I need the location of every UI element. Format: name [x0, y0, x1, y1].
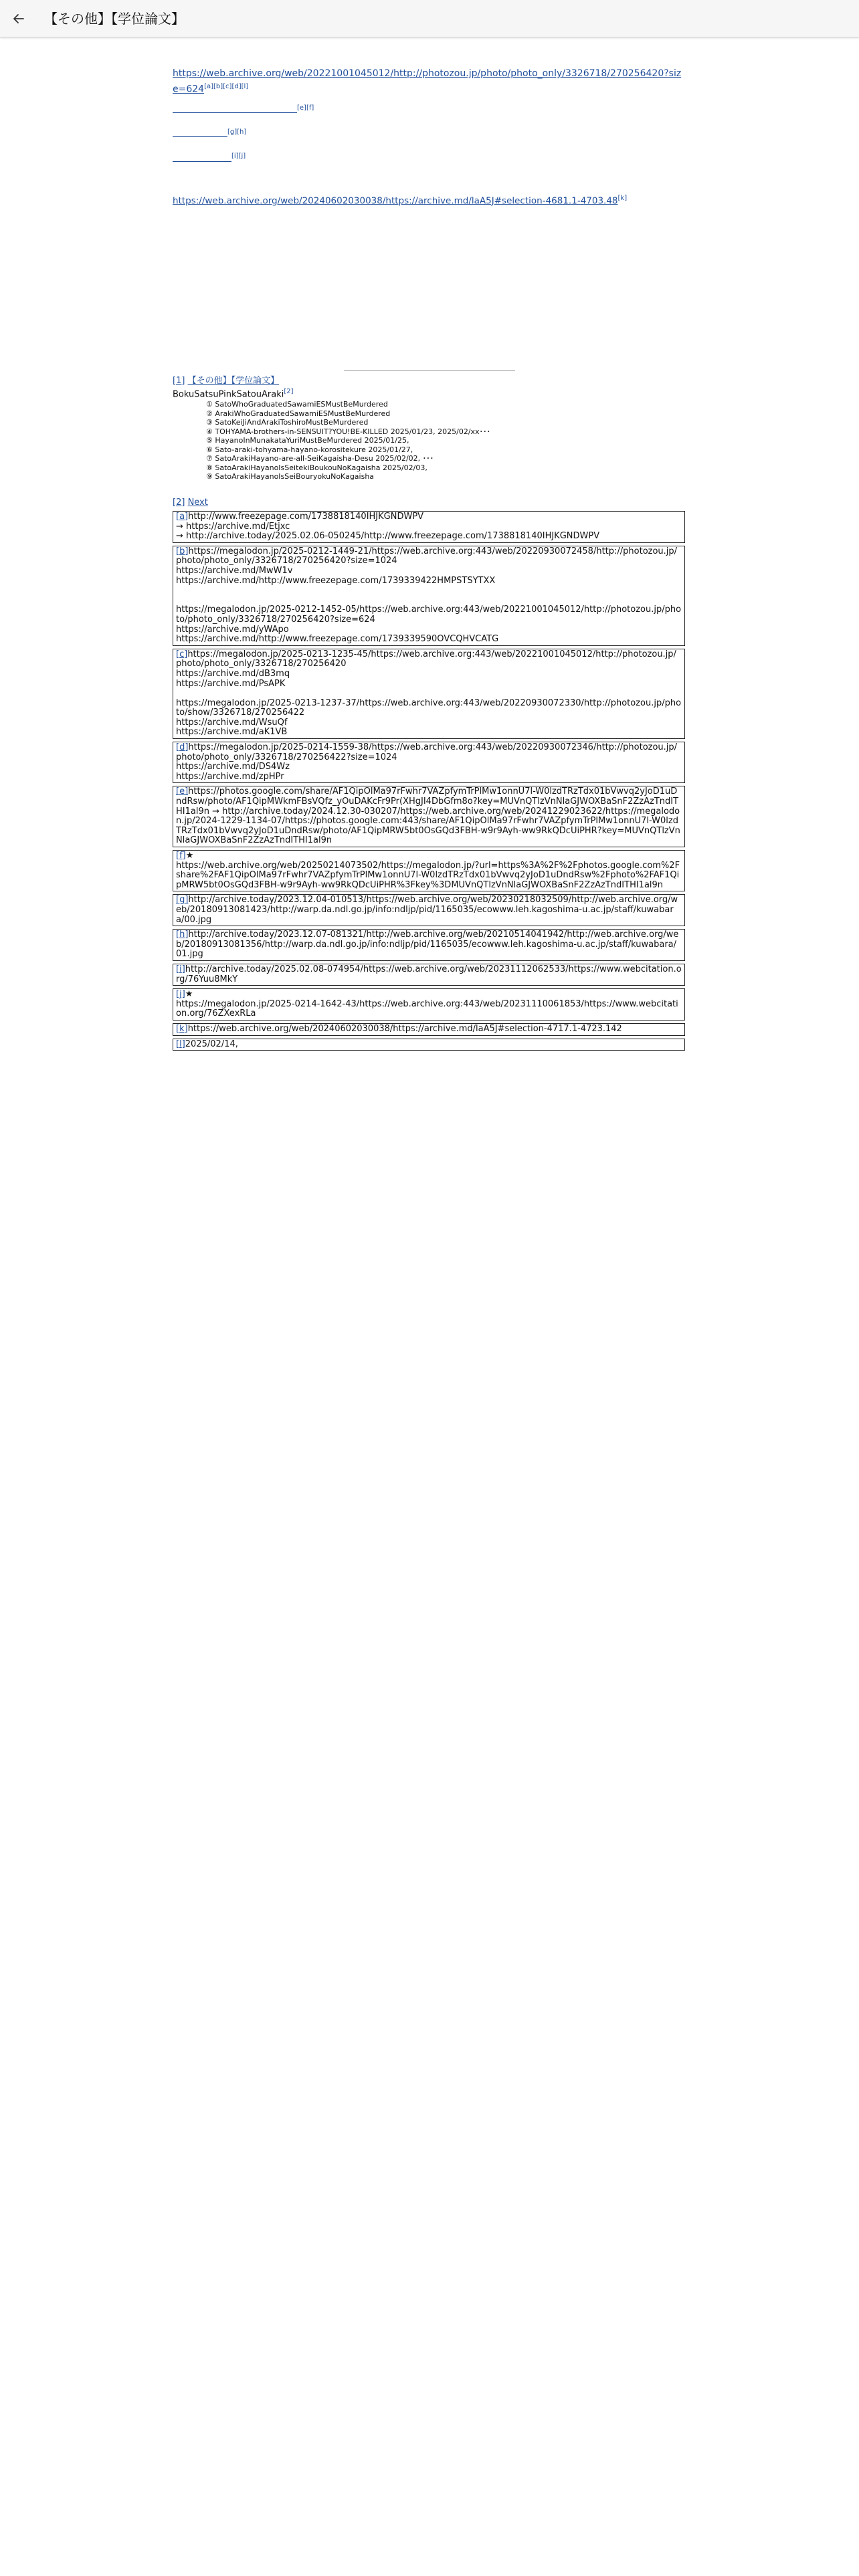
footnotes	[173, 511, 685, 1053]
footnote-label[interactable]: [ d ]	[176, 742, 188, 752]
footnote-box	[173, 1039, 685, 1051]
list-item: ② ArakiWhoGraduatedSawamiESMustBeMurdered	[206, 409, 391, 418]
footnote-label[interactable]: [ g ]	[176, 895, 188, 905]
list-item: ⑦ SatoArakiHayano-are-all-SeiKagaisha-Desu 2025/02/02, ･･･	[206, 454, 434, 463]
top-app-bar	[0, 0, 859, 37]
list-item: ④ TOHYAMA-brothers-in-SENSUIT?YOU!BE-KILLED 2025/01/23, 2025/02/xx･･･	[206, 427, 491, 436]
section-divider	[344, 370, 515, 371]
list-item: ① SatoWhoGraduatedSawamiESMustBeMurdered	[206, 400, 388, 409]
list-item: ⑥ Sato-araki-tohyama-hayano-korositekure 2025/01/27,	[206, 445, 413, 454]
footnote-text[interactable]: http://archive.today/2025.02.08-074954/https://web.archive.org/web/20231112062533/https://www.webcitation.org/76Yuu8MkY	[176, 964, 682, 984]
footnote-label[interactable]: [ i ]	[176, 964, 185, 974]
footnote-label[interactable]: [ e ]	[176, 786, 188, 796]
ref-links-ij[interactable]: [i][j]	[231, 152, 246, 160]
footnote-text[interactable]: 2025/02/14,	[185, 1039, 238, 1049]
footnote-label[interactable]: [ a ]	[176, 512, 188, 522]
footnote-text[interactable]: http://archive.today/2023.12.04-010513/https://web.archive.org/web/20230218032509/http://web.archive.org/web/20180913081423/http://warp.da.ndl.go.jp/info:ndljp/pid/1165035/ecowww.leh.kagoshima-u.ac.jp/staff/kuwabara/00.jpg	[176, 895, 678, 925]
footnote-box	[173, 894, 685, 926]
name-text: BokuSatsuPinkSatouAraki	[173, 389, 284, 400]
footnote-label[interactable]: [ c ]	[176, 649, 187, 659]
next-ref-link[interactable]: [2]	[173, 498, 185, 508]
archive-link-photozou[interactable]: https://web.archive.org/web/20221001045012/http://photozou.jp/photo/photo_only/3326718/270256420?size=624	[173, 68, 682, 95]
footnote-box	[173, 964, 685, 986]
footnote-box	[173, 1023, 685, 1036]
section-names	[173, 376, 685, 481]
footnote-text[interactable]: https://megalodon.jp/2025-0212-1449-21/https://web.archive.org:443/web/20220930072458/http://photozou.jp/photo/photo_only/3326718/270256420?size=1024 https://archive.md/MwW1v https://archive.md/http://www.freezepage.com/1739339422HMPSTSYTXX https://megalodon.jp/2025-0212-1452-05/https://web.archive.org:443/web/20221001045012/http://photozou.jp/photo/photo_only/3326718/270256420?size=624 https://archive.md/yWApo https://archive.md/http://www.freezepage.com/1739339590OVCQHVCATG	[176, 546, 682, 645]
next-nav	[173, 498, 208, 508]
footnote-box	[173, 649, 685, 739]
blank-link-line[interactable]	[173, 152, 231, 162]
list-item: ⑧ SatoArakiHayanoIsSeitekiBoukouNoKagaisha 2025/02/03,	[206, 463, 427, 472]
footnote-label[interactable]: [ b ]	[176, 546, 188, 556]
footnote-text[interactable]: https://megalodon.jp/2025-0213-1235-45/https://web.archive.org:443/web/20221001045012/http://photozou.jp/photo/photo_only/3326718/270256420 https://archive.md/dB3mq https://archive.md/PsAPK https://megalodon.jp/2025-0213-1237-37/https://web.archive.org:443/web/20220930072330/http://photozou.jp/photo/show/3326718/270256422 https://archive.md/WsuQf https://archive.md/aK1VB	[176, 649, 682, 738]
footnote-label[interactable]: [ k ]	[176, 1024, 188, 1034]
blank-link-line[interactable]	[173, 128, 227, 137]
footnote-text[interactable]: https://web.archive.org/web/20240602030038/https://archive.md/laA5J#selection-4717.1-4723.142	[187, 1023, 622, 1034]
footnote-label[interactable]: [ l ]	[176, 1039, 185, 1049]
footnote-label[interactable]: [ h ]	[176, 930, 188, 940]
blank-link-line[interactable]	[173, 104, 297, 113]
ref-link-k[interactable]: [k]	[617, 194, 628, 202]
page-title: 【その他】【学位論文】	[44, 11, 185, 27]
footnote-label[interactable]: [ f ]	[176, 851, 186, 861]
footnote-text[interactable]: https://megalodon.jp/2025-0214-1559-38/https://web.archive.org:443/web/20220930072346/http://photozou.jp/photo/photo_only/3326718/270256422?size=1024 https://archive.md/DS4Wz https://archive.md/zpHPr	[176, 742, 678, 782]
list-item: ③ SatoKeiJiAndArakiToshiroMustBeMurdered	[206, 418, 369, 427]
footnote-text[interactable]: ★ https://megalodon.jp/2025-0214-1642-43/https://web.archive.org:443/web/20231110061853/https://www.webcitation.org/76ZXexRLa	[176, 989, 678, 1019]
footnote-text[interactable]: ★ https://web.archive.org/web/20250214073502/https://megalodon.jp/?url=https%3A%2F%2Fphotos.google.com%2Fshare%2FAF1QipOlMa97rFwhr7VAZpfymTrPlMw1onnU7l-W0lzdTRzTdx01bVwvq2yJoD1uDndRsw%2Fphoto%2FAF1QipMRW5bt0OsGQd3FBH-w9r9Ayh-ww9RkQDcUiPHR%3Fkey%3DMUVnQTlzVnNlaGJWOXBaSnF2ZzAzTndIТHI1al9n	[176, 851, 680, 890]
footnote-box	[173, 850, 685, 891]
numbered-list	[206, 400, 685, 481]
footnote-text[interactable]: http://archive.today/2023.12.07-081321/http://web.archive.org/web/20210514041942/http://web.archive.org/web/20180913081356/http://warp.da.ndl.go.jp/info:ndljp/pid/1165035/ecowww.leh.kagoshima-u.ac.jp/staff/kuwabara/01.jpg	[176, 930, 679, 960]
footnote-box	[173, 988, 685, 1021]
name-ref-link[interactable]: [2]	[284, 388, 294, 395]
footnote-text[interactable]: https://photos.google.com/share/AF1QipOlMa97rFwhr7VAZpfymTrPlMw1onnU7l-W0lzdTRzTdx01bVwvq2yJoD1uDndRsw/photo/AF1QipMWkmFBsVQfz_yOuDAKcFr9Pr(XHgJI4DbGfm8o?key=MUVnQTlzVnNlaGJWOXBaSnF2ZzAzTndIТHI1al9n → http://archive.today/2024.12.30-030207/https://web.archive.org/web/20241229023622/https://megalodon.jp/2024-1229-1134-07/https://photos.google.com:443/share/AF1QipOlMa97rFwhr7VAZpfymTrPlMw1onnU7l-W0lzdTRzTdx01bVwvq2yJoD1uDndRsw/photo/AF1QipMRW5bt0OsGQd3FBH-w9r9Ayh-ww9RkQDcUiPHR?key=MUVnQTlzVnNlaGJWOXBaSnF2ZzAzTndIТHI1al9n	[176, 786, 680, 846]
list-item: ⑨ SatoArakiHayanoIsSeiBouryokuNoKagaisha	[206, 472, 375, 481]
footnote-box	[173, 786, 685, 847]
archive-link-archive-md[interactable]: https://web.archive.org/web/20240602030038/https://archive.md/laA5J#selection-4681.1-4703.48	[173, 195, 618, 207]
back-button[interactable]	[9, 9, 28, 28]
footnote-box	[173, 511, 685, 543]
footnote-box	[173, 929, 685, 961]
article-top	[173, 67, 685, 207]
ref-links-gh[interactable]: [g][h]	[227, 128, 247, 136]
footnote-box	[173, 546, 685, 646]
section-heading-link[interactable]: 【その他】【学位論文】	[187, 376, 280, 386]
footnote-box	[173, 742, 685, 783]
footnote-text[interactable]: http://www.freezepage.com/1738818140IHJKGNDWPV → https://archive.md/Etjxc → http://archive.today/2025.02.06-050245/http://www.freezepage.com/1738818140IHJKGNDWPV	[176, 512, 600, 542]
list-item: ⑤ HayanoInMunakataYuriMustBeMurdered 2025/01/25,	[206, 436, 409, 445]
footnote-label[interactable]: [ j ]	[176, 989, 185, 999]
section-ref-link[interactable]: [1]	[173, 376, 185, 386]
ref-links-ef[interactable]: [e][f]	[297, 104, 314, 112]
ref-links-abcdl[interactable]: [a][b][c][d][l]	[204, 83, 249, 90]
next-link[interactable]: Next	[187, 498, 208, 508]
arrow-left-icon	[12, 12, 25, 25]
